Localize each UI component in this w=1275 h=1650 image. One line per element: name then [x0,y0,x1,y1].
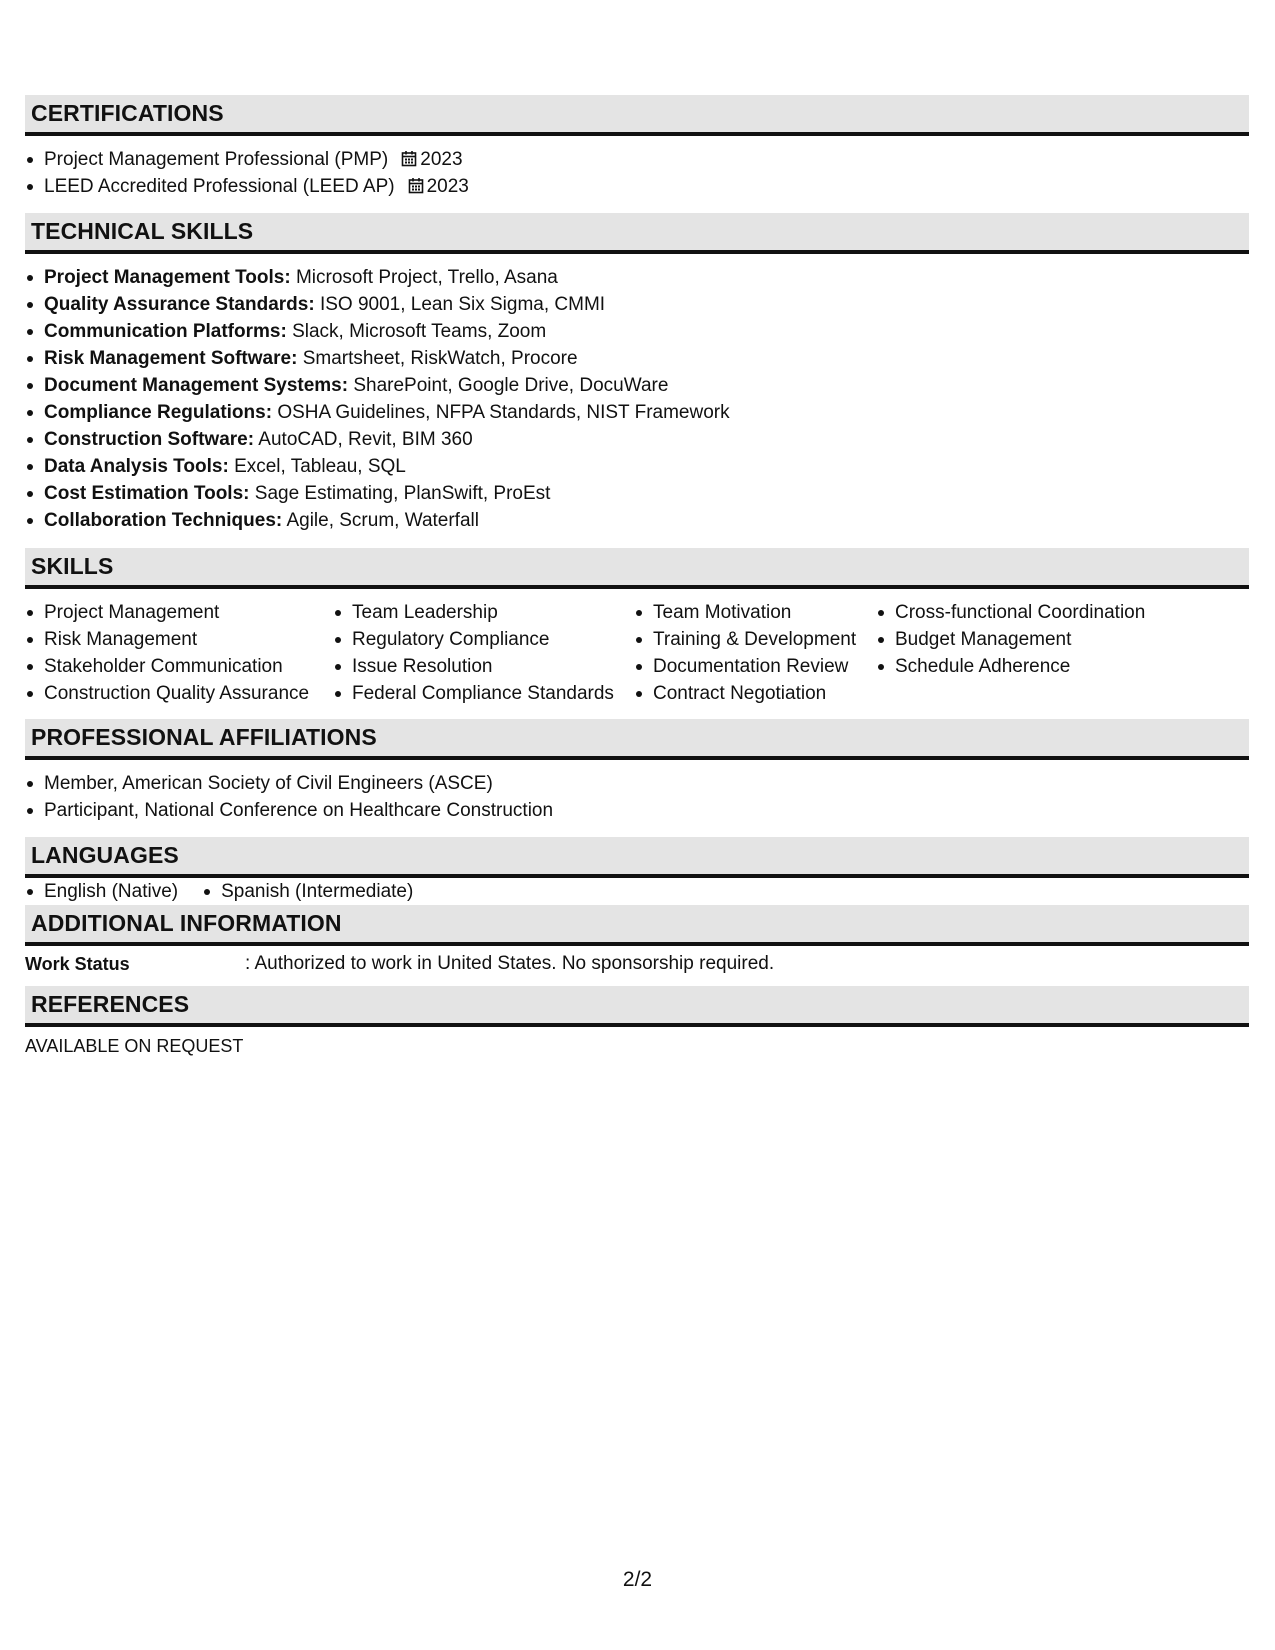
skill-item: Regulatory Compliance [333,626,634,653]
technical-skills-heading: TECHNICAL SKILLS [25,213,1249,254]
certification-name: LEED Accredited Professional (LEED AP) [44,176,395,197]
technical-skill-item [25,453,1249,480]
skill-item: Construction Quality Assurance [25,680,333,707]
skill-item: Issue Resolution [333,653,634,680]
technical-skill-label: Document Management Systems: [44,375,349,396]
skill-item: Federal Compliance Standards [333,680,634,707]
technical-skill-label: Construction Software: [44,429,255,450]
skill-item: Documentation Review [634,653,876,680]
technical-skill-item [25,372,1249,399]
technical-skill-value: Agile, Scrum, Waterfall [286,510,479,531]
skill-item: Project Management [25,599,333,626]
technical-skill-label: Communication Platforms: [44,321,287,342]
technical-skill-label: Data Analysis Tools: [44,456,229,477]
technical-skill-label: Risk Management Software: [44,348,298,369]
technical-skill-item [25,345,1249,372]
language-item: Spanish (Intermediate) [202,878,413,905]
languages-heading: LANGUAGES [25,837,1249,878]
skills-section [25,548,1249,719]
technical-skills-section [25,213,1249,548]
languages-section [25,837,1249,905]
skill-item: Budget Management [876,626,1236,653]
certifications-heading: CERTIFICATIONS [25,95,1249,136]
technical-skill-value: Slack, Microsoft Teams, Zoom [292,321,547,342]
technical-skill-item [25,426,1249,453]
certification-year: 2023 [420,149,463,170]
skill-item: Team Leadership [333,599,634,626]
calendar-icon [408,175,424,202]
technical-skill-value: Sage Estimating, PlanSwift, ProEst [254,483,551,504]
skill-item: Training & Development [634,626,876,653]
technical-skill-value: ISO 9001, Lean Six Sigma, CMMI [319,294,606,315]
technical-skill-label: Collaboration Techniques: [44,510,283,531]
page-number: 2/2 [622,1568,653,1591]
certification-item [25,146,1249,173]
skill-item: Team Motivation [634,599,876,626]
technical-skill-label: Compliance Regulations: [44,402,273,423]
references-section [25,986,1249,1057]
technical-skill-item [25,318,1249,345]
references-heading: REFERENCES [25,986,1249,1027]
languages-list [25,878,1249,905]
technical-skill-value: OSHA Guidelines, NFPA Standards, NIST Framework [277,402,730,423]
technical-skill-value: AutoCAD, Revit, BIM 360 [258,429,473,450]
technical-skill-label: Project Management Tools: [44,267,291,288]
additional-info-heading: ADDITIONAL INFORMATION [25,905,1249,946]
certification-year: 2023 [426,176,469,197]
skill-item: Stakeholder Communication [25,653,333,680]
technical-skill-value: Smartsheet, RiskWatch, Procore [302,348,578,369]
info-row [25,946,1249,986]
skill-item: Cross-functional Coordination [876,599,1236,626]
skills-column [634,599,876,707]
affiliation-item: Member, American Society of Civil Engineers (ASCE) [25,770,1249,797]
technical-skill-item [25,480,1249,507]
resume-page [25,95,1249,1057]
certifications-section [25,95,1249,213]
additional-info-section [25,905,1249,986]
technical-skill-value: SharePoint, Google Drive, DocuWare [353,375,669,396]
skills-heading: SKILLS [25,548,1249,589]
technical-skill-label: Cost Estimation Tools: [44,483,250,504]
info-key: Work Status [25,953,130,974]
technical-skill-item [25,507,1249,534]
skill-item: Schedule Adherence [876,653,1236,680]
certifications-list [25,146,1249,200]
language-item: English (Native) [25,878,178,905]
technical-skill-item [25,399,1249,426]
affiliations-section [25,719,1249,837]
calendar-icon [401,148,417,175]
affiliations-heading: PROFESSIONAL AFFILIATIONS [25,719,1249,760]
technical-skill-label: Quality Assurance Standards: [44,294,315,315]
technical-skill-item [25,291,1249,318]
technical-skill-value: Microsoft Project, Trello, Asana [295,267,558,288]
technical-skills-list [25,264,1249,534]
skills-column [333,599,634,707]
technical-skill-item [25,264,1249,291]
technical-skill-value: Excel, Tableau, SQL [234,456,406,477]
skills-grid [25,589,1249,719]
certification-name: Project Management Professional (PMP) [44,149,389,170]
skills-column [876,599,1236,707]
affiliation-item: Participant, National Conference on Healthcare Construction [25,797,1249,824]
skill-item: Risk Management [25,626,333,653]
affiliations-list [25,770,1249,824]
references-text: AVAILABLE ON REQUEST [25,1036,244,1056]
skills-column [25,599,333,707]
skill-item: Contract Negotiation [634,680,876,707]
certification-item [25,173,1249,200]
info-value: : Authorized to work in United States. No sponsorship required. [245,953,775,974]
